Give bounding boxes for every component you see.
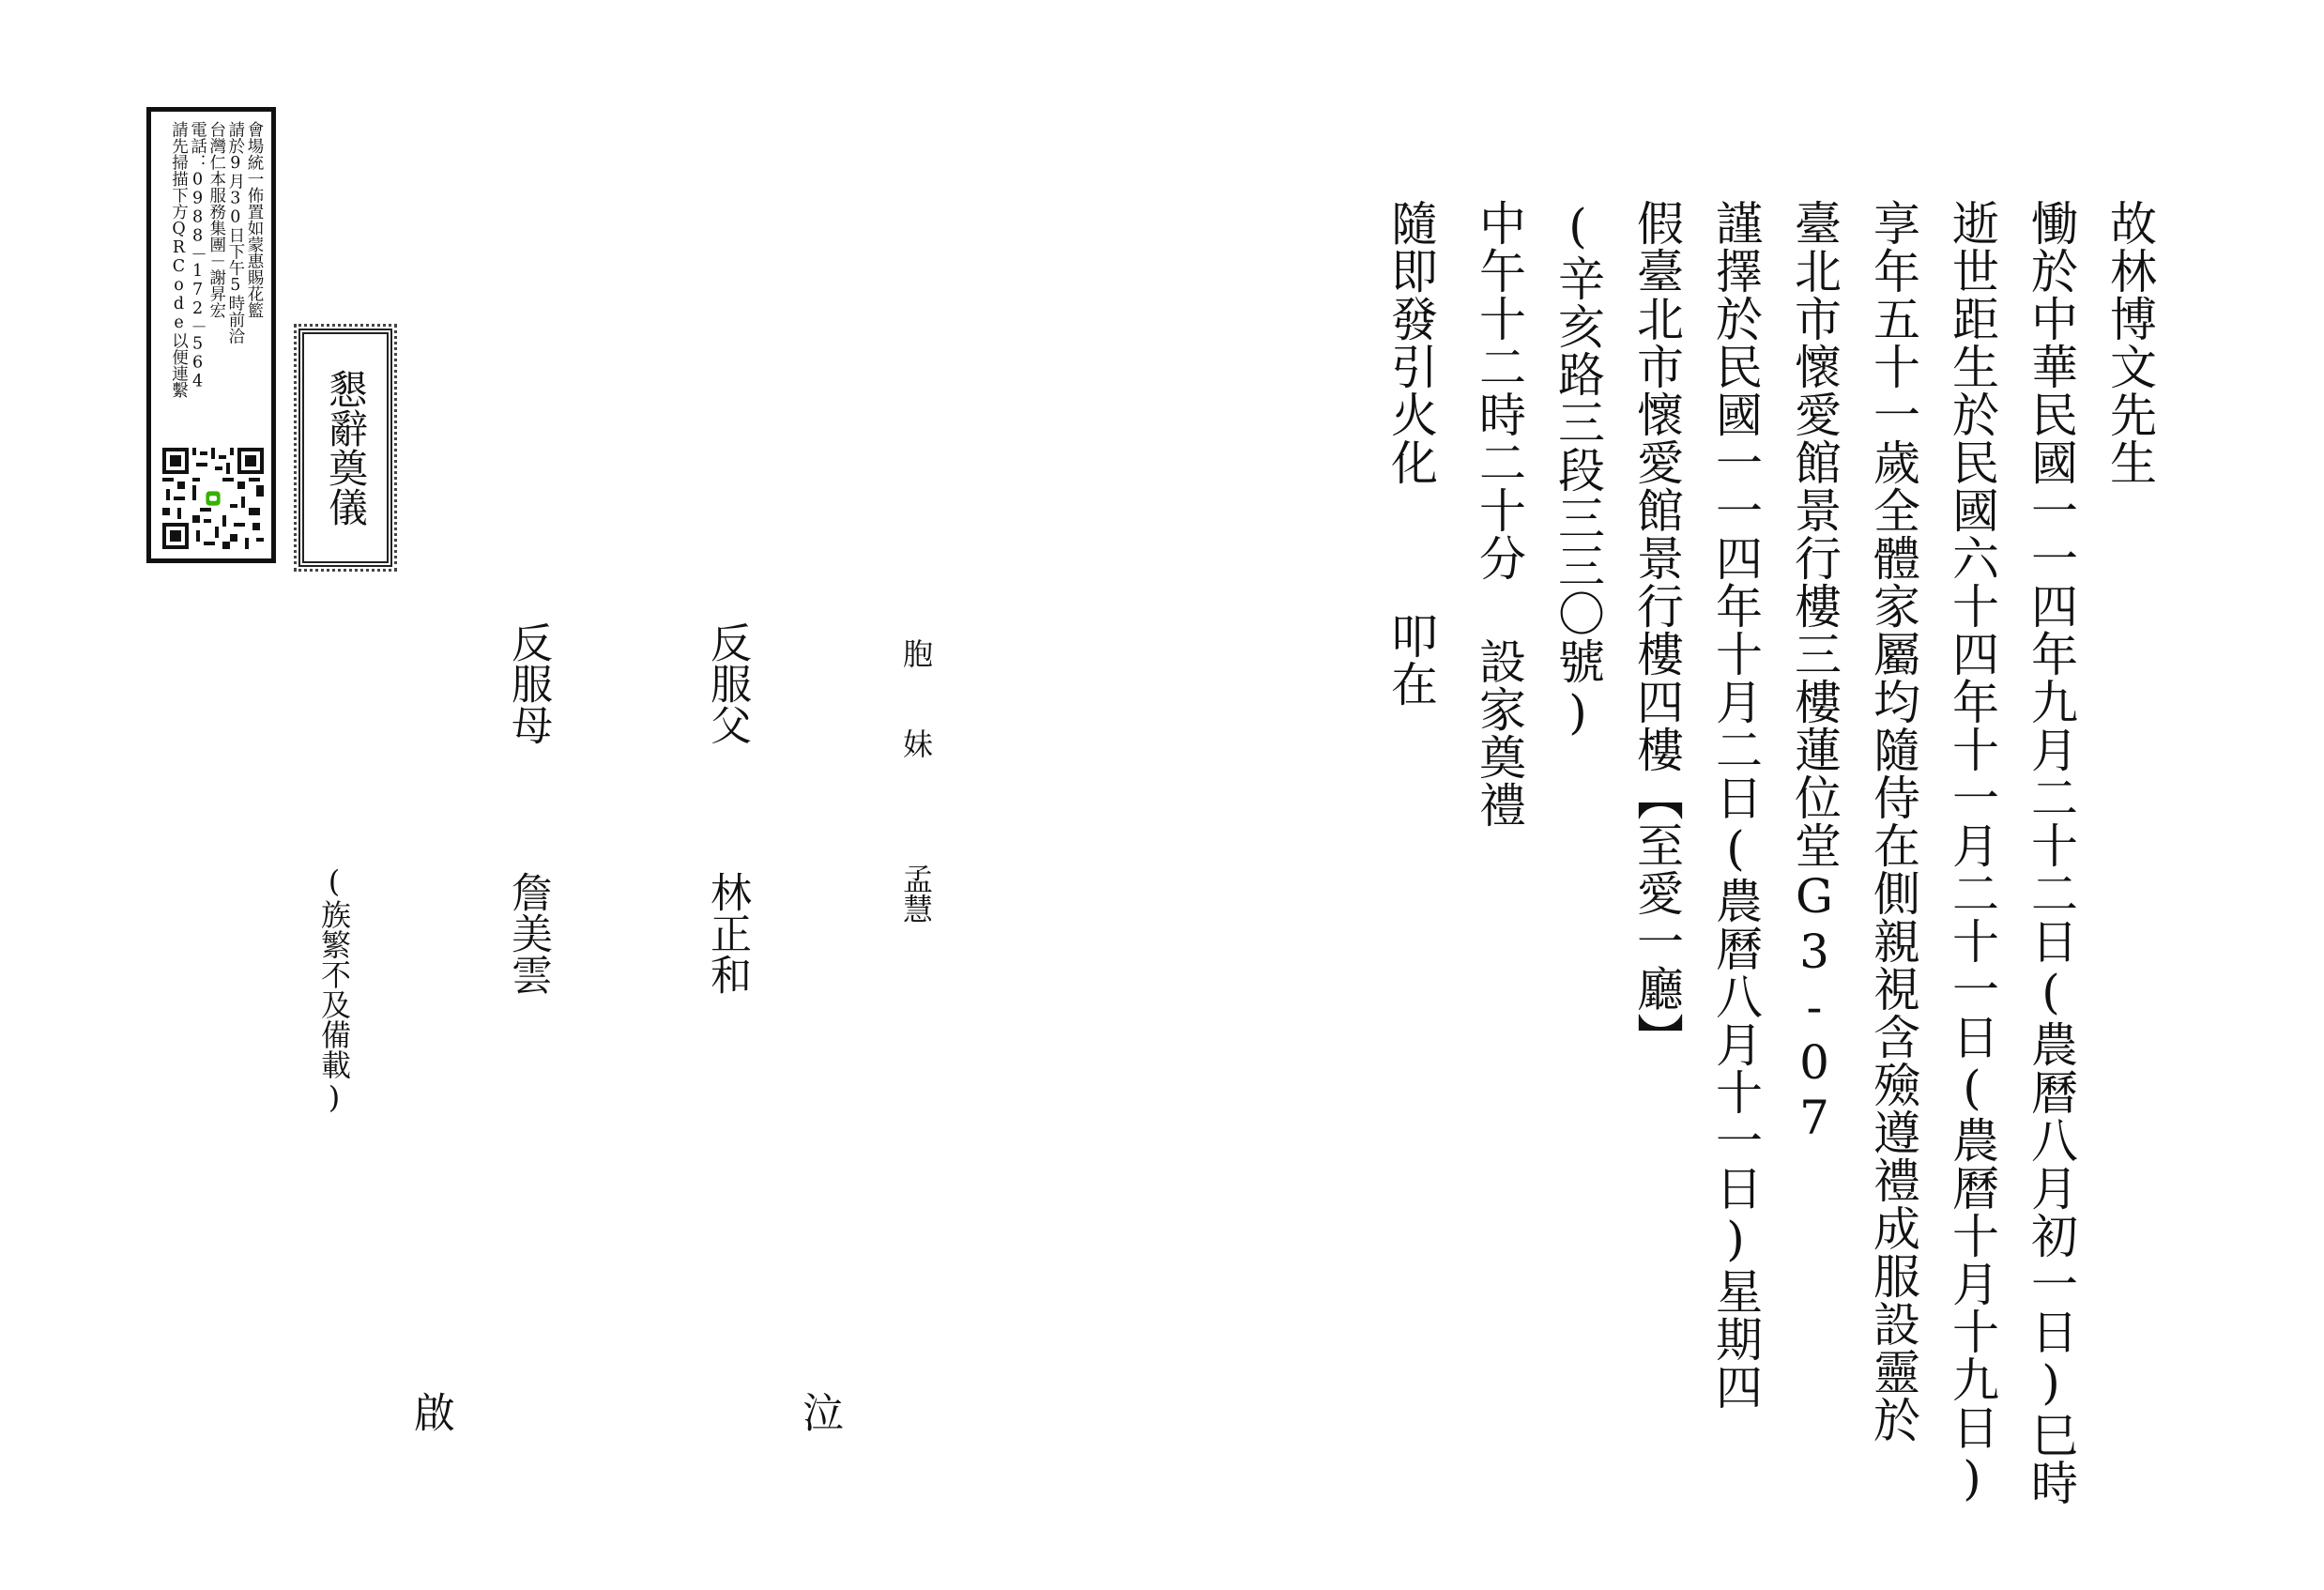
- main-text-col-8: (辛亥路三段三三〇號): [1551, 199, 1605, 741]
- clan-note: (族繁不及備載): [316, 864, 352, 1115]
- main-text-col-4: 享年五十一歲全體家屬均隨侍在側親視含殮遵禮成服設靈於: [1866, 199, 1920, 1444]
- notice-text: [169, 121, 264, 398]
- main-text-col-1: 故林博文先生: [2102, 199, 2157, 486]
- notice-line-3: 台灣仁本服務集團－謝昇宏: [206, 121, 226, 318]
- sister-relation: 胞 妹: [898, 638, 934, 758]
- main-text-col-10: 隨即發引火化: [1384, 199, 1438, 486]
- main-text-col-2: 慟於中華民國一一四年九月二十二日(農曆八月初一日)巳時: [2024, 199, 2078, 1506]
- closing-announce: 啟: [406, 1391, 454, 1432]
- father-relation: 反服父: [703, 621, 751, 745]
- father-name: 林正和: [703, 871, 751, 995]
- notice-line-1: 會場統一佈置如蒙惠賜花籃: [245, 121, 264, 318]
- mother-relation: 反服母: [504, 621, 552, 745]
- decline-gifts-text: 懇辭奠儀: [323, 369, 369, 527]
- main-text-col-7: 假臺北市懷愛館景行樓四樓【至愛一廳】: [1629, 199, 1684, 1061]
- main-text-col-3: 逝世距生於民國六十四年十一月二十一日(農曆十月十九日): [1945, 199, 1999, 1506]
- notice-line-4: 電話：0988－172－564: [188, 121, 207, 391]
- notice-line-5: 請先掃描下方QRCode以便連繫: [169, 121, 189, 398]
- main-text-col-5: 臺北市懷愛館景行樓三樓蓮位堂G3-07: [1787, 199, 1842, 1146]
- closing-weep: 泣: [795, 1391, 843, 1432]
- mother-name: 詹美雲: [504, 871, 552, 995]
- sister-name: 孟慧: [898, 864, 934, 924]
- notice-line-2: 請於9月30日下午5時前洽: [225, 121, 245, 344]
- main-text-col-6: 謹擇於民國一一四年十月二日(農曆八月十一日)星期四: [1708, 199, 1763, 1411]
- main-text-col-9: 中午十二時二十分 設家奠禮: [1472, 199, 1526, 829]
- qr-code-icon[interactable]: [162, 448, 264, 549]
- decline-gifts-box: [298, 329, 392, 567]
- flower-notice-box: [146, 107, 276, 563]
- main-text-col-11: 叩在: [1384, 612, 1438, 708]
